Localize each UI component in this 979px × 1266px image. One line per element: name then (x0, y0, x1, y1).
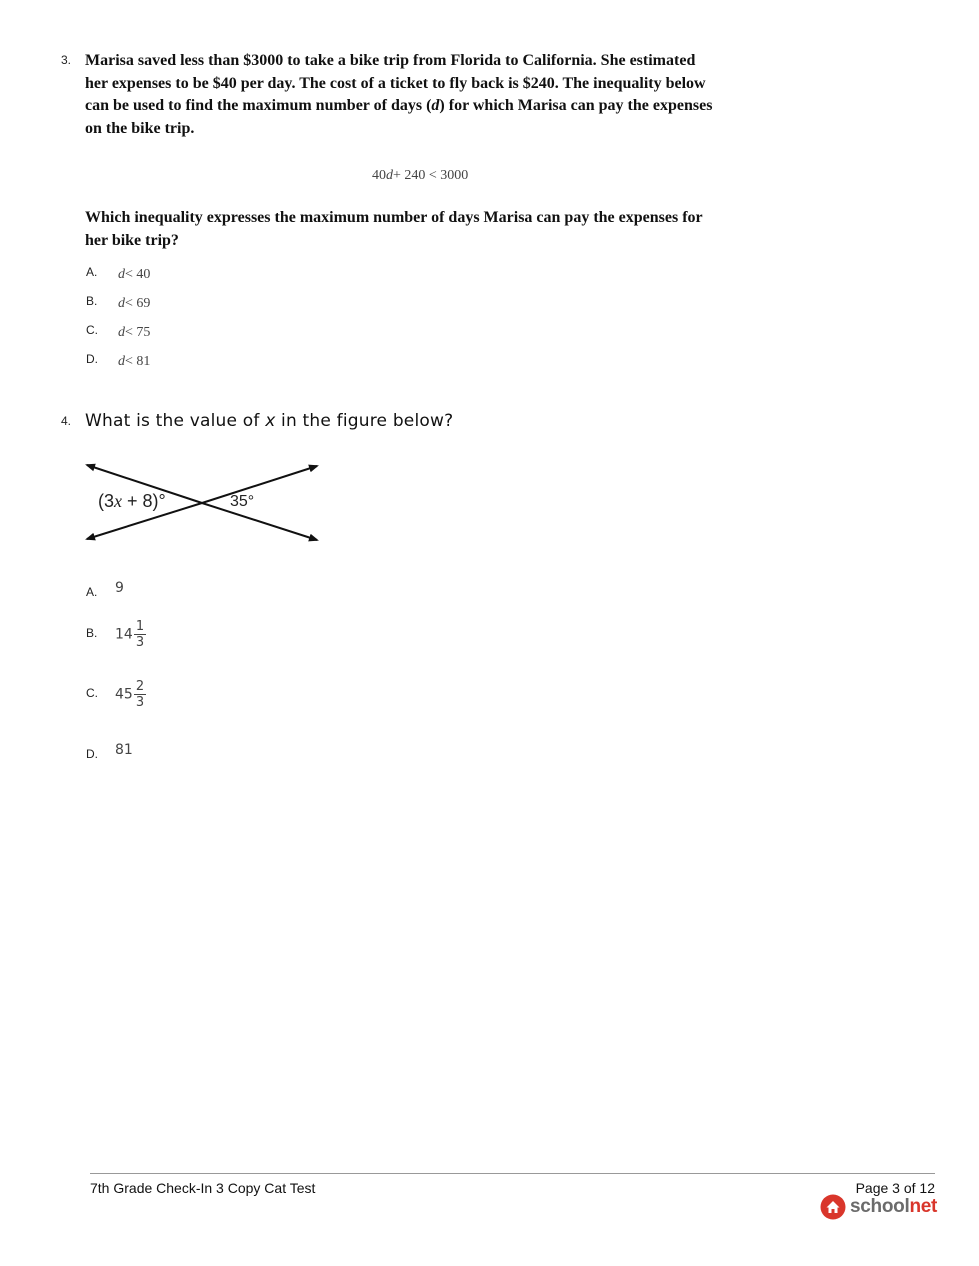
choice-letter: B. (86, 626, 98, 640)
variable-x: x (265, 411, 276, 431)
angle-label-variable: x (114, 491, 123, 511)
stem-text: ) for which Marisa can pay the expenses (439, 97, 713, 114)
fraction (134, 679, 146, 710)
answer-choice-c[interactable] (86, 684, 98, 702)
choice-variable: d (118, 296, 125, 311)
equation-rest: + 240 < 3000 (393, 168, 469, 183)
stem-line: her expenses to be $40 per day. The cost of a ticket to fly back is $240. The inequality below (85, 74, 706, 92)
line-1-right-ray (202, 503, 317, 540)
choice-c-expression (118, 325, 150, 341)
stem-line: on the bike trip. (85, 119, 195, 137)
equation-variable: d (386, 168, 393, 183)
choice-a-value: 9 (115, 580, 124, 596)
answer-choice-b[interactable] (86, 624, 97, 642)
equation-coefficient: 40 (372, 168, 386, 183)
prompt-line: her bike trip? (85, 231, 179, 249)
footer-divider (90, 1173, 935, 1174)
prompt-line: Which inequality expresses the maximum number of days Marisa can pay the expenses for (85, 209, 703, 226)
choice-letter: D. (86, 747, 98, 761)
question-3-prompt (85, 207, 703, 252)
logo-text-net: net (909, 1196, 938, 1217)
choice-variable: d (118, 267, 125, 282)
choice-relation: < 40 (125, 267, 151, 282)
choice-b-expression (118, 296, 150, 312)
answer-choice-d[interactable] (86, 745, 98, 763)
answer-choice-a[interactable] (86, 263, 97, 281)
left-angle-label (98, 491, 166, 512)
angle-label-open: (3 (98, 491, 115, 511)
fraction (134, 619, 146, 650)
whole-part: 45 (115, 686, 133, 703)
choice-letter: C. (86, 323, 98, 337)
line-2-right-ray (202, 466, 317, 503)
question-number: 4. (61, 414, 72, 428)
house-icon (820, 1194, 846, 1220)
stem-text: What is the value of (85, 411, 266, 431)
choice-letter: C. (86, 686, 98, 700)
choice-relation: < 81 (125, 354, 151, 369)
denominator: 3 (135, 695, 145, 710)
answer-choice-b[interactable] (86, 292, 97, 310)
stem-text: in the figure below? (275, 411, 454, 431)
inequality-equation (372, 168, 468, 184)
footer-test-title: 7th Grade Check-In 3 Copy Cat Test (90, 1180, 316, 1196)
variable-d: d (431, 97, 440, 114)
answer-choice-d[interactable] (86, 350, 98, 368)
choice-variable: d (118, 354, 125, 369)
stem-line (85, 95, 712, 118)
choice-relation: < 75 (125, 325, 151, 340)
logo-text-school: school (850, 1196, 910, 1217)
choice-d-expression (118, 354, 150, 370)
schoolnet-logo (820, 1194, 937, 1220)
question-4-stem (85, 411, 453, 431)
choice-b-mixed-number (115, 619, 146, 650)
numerator: 2 (135, 679, 145, 694)
choice-letter: B. (86, 294, 98, 308)
choice-letter: A. (86, 585, 98, 599)
choice-variable: d (118, 325, 125, 340)
choice-letter: D. (86, 352, 98, 366)
answer-choice-a[interactable] (86, 583, 97, 601)
answer-choice-c[interactable] (86, 321, 98, 339)
angle-label-rest: + 8)° (122, 491, 166, 511)
choice-letter: A. (86, 265, 98, 279)
stem-text: can be used to find the maximum number of days ( (85, 97, 432, 114)
question-number: 3. (61, 53, 72, 67)
right-angle-label: 35° (230, 493, 255, 510)
numerator: 1 (135, 619, 145, 634)
stem-line: Marisa saved less than $3000 to take a bike trip from Florida to California. She estimated (85, 52, 696, 69)
choice-a-expression (118, 267, 150, 283)
choice-relation: < 69 (125, 296, 151, 311)
choice-d-value: 81 (115, 742, 133, 758)
question-3-stem (85, 50, 712, 140)
choice-c-mixed-number (115, 679, 146, 710)
denominator: 3 (135, 635, 145, 650)
footer-page-number: Page 3 of 12 (855, 1180, 935, 1196)
whole-part: 14 (115, 626, 133, 643)
